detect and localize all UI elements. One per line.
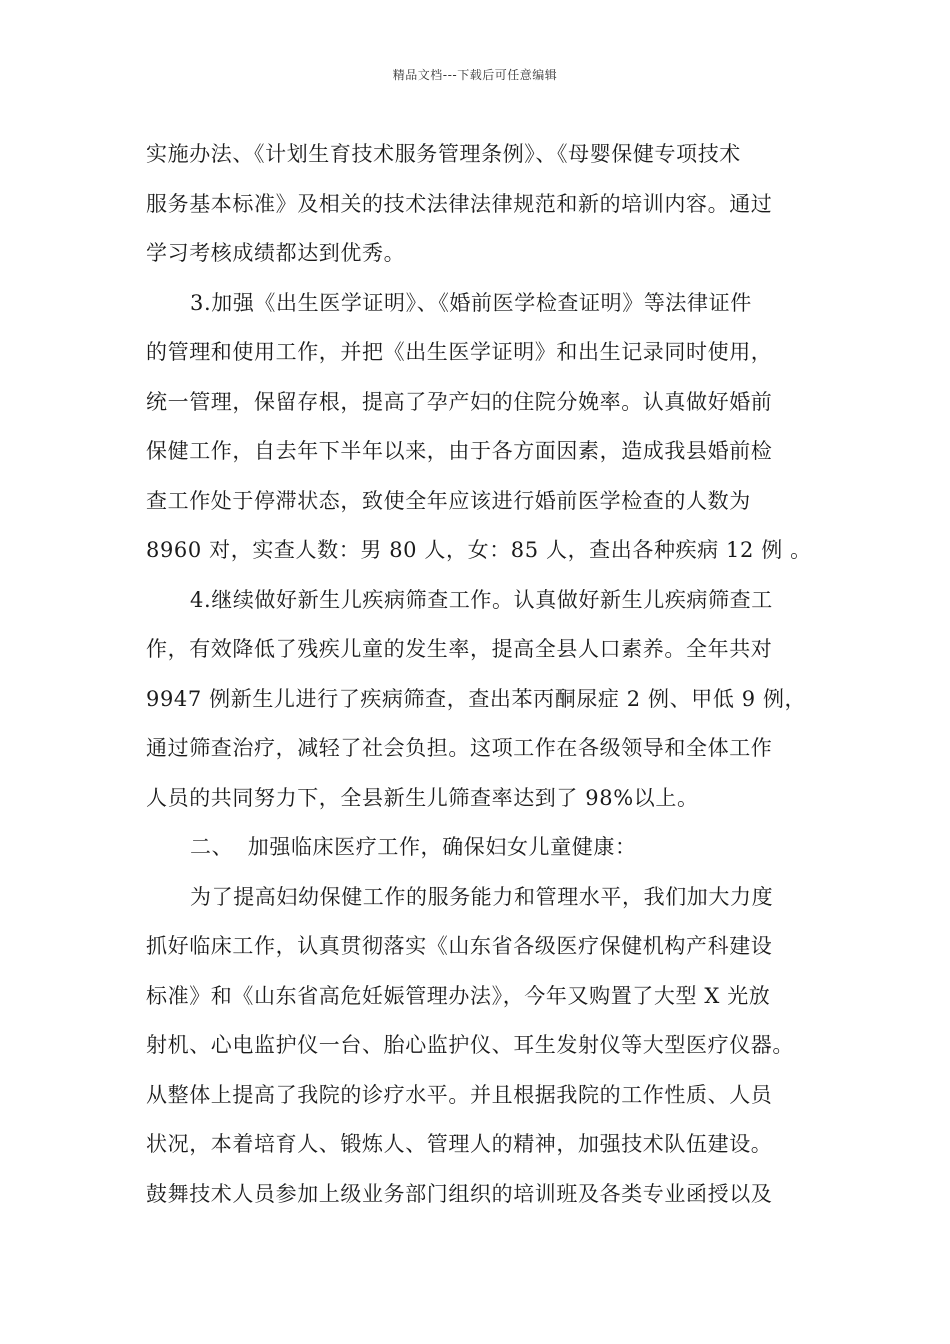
text-line: 8960 对，实查人数：男 80 人，女：85 人，查出各种疾病 12 例 。	[146, 538, 812, 562]
paragraph-start-line: 4.继续做好新生儿疾病筛查工作。认真做好新生儿疾病筛查工	[190, 587, 773, 612]
text-line: 人员的共同努力下，全县新生儿筛查率达到了 98%以上。	[146, 785, 699, 810]
paragraph-start-line: 为了提高妇幼保健工作的服务能力和管理水平，我们加大力度	[190, 884, 774, 909]
text-line: 从整体上提高了我院的诊疗水平。并且根据我院的工作性质、人员	[146, 1082, 773, 1107]
text-line: 服务基本标准》及相关的技术法律法律规范和新的培训内容。通过	[146, 191, 773, 216]
text-line: 鼓舞技术人员参加上级业务部门组织的培训班及各类专业函授以及	[146, 1181, 773, 1206]
text-line: 射机、心电监护仪一台、胎心监护仪、耳生发射仪等大型医疗仪器。	[146, 1033, 794, 1057]
text-line: 学习考核成绩都达到优秀。	[146, 241, 406, 265]
text-line: 实施办法、《计划生育技术服务管理条例》、《母婴保健专项技术	[146, 142, 741, 166]
text-line: 保健工作，自去年下半年以来，由于各方面因素，造成我县婚前检	[146, 439, 773, 463]
text-line: 9947 例新生儿进行了疾病筛查，查出苯丙酮尿症 2 例、甲低 9 例，	[146, 686, 807, 711]
text-line: 的管理和使用工作，并把《出生医学证明》和出生记录同时使用，	[146, 340, 773, 364]
text-line: 查工作处于停滞状态，致使全年应该进行婚前医学检查的人数为	[146, 488, 751, 513]
text-line: 通过筛查治疗，减轻了社会负担。这项工作在各级领导和全体工作	[146, 736, 773, 760]
paragraph-start-line: 3.加强《出生医学证明》、《婚前医学检查证明》等法律证件	[190, 290, 752, 315]
page-header: 精品文档---下载后可任意编辑	[392, 68, 558, 82]
section-heading: 二、 加强临床医疗工作，确保妇女儿童健康：	[190, 835, 637, 859]
text-line: 标准》和《山东省高危妊娠管理办法》，今年又购置了大型 X 光放	[146, 983, 771, 1008]
text-line: 状况，本着培育人、锻炼人、管理人的精神，加强技术队伍建设。	[146, 1132, 773, 1156]
text-line: 统一管理，保留存根，提高了孕产妇的住院分娩率。认真做好婚前	[146, 389, 773, 414]
text-line: 抓好临床工作，认真贯彻落实《山东省各级医疗保健机构产科建设	[146, 934, 773, 958]
text-line: 作，有效降低了残疾儿童的发生率，提高全县人口素养。全年共对	[146, 637, 773, 661]
document-body	[146, 130, 814, 1219]
